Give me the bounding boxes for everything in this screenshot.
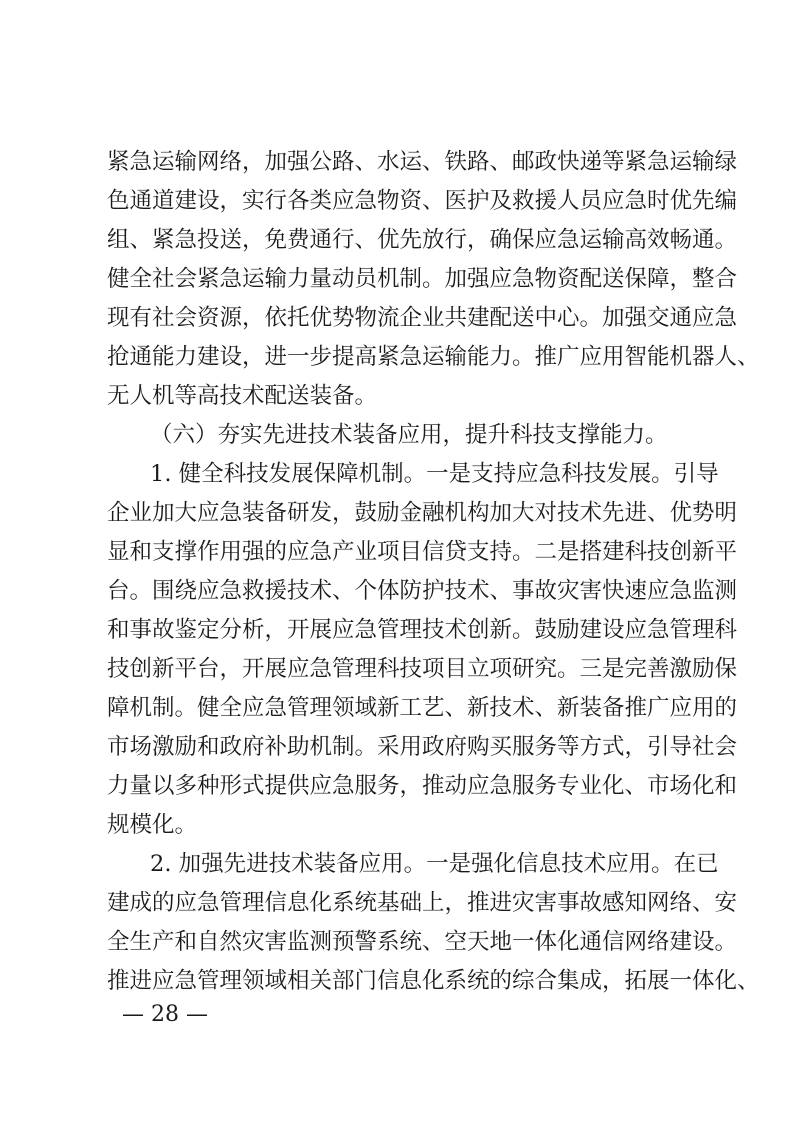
text-line: 规模化。: [107, 812, 198, 838]
text-line: 无人机等高技术配送装备。: [107, 383, 378, 409]
text-line: 组、紧急投送，免费通行、优先放行，确保应急运输高效畅通。: [107, 227, 738, 253]
paragraph-heading: 2. 加强先进技术装备应用。一是强化信息技术应用。在已: [150, 851, 719, 877]
text-line: 和事故鉴定分析，开展应急管理技术创新。鼓励建设应急管理科: [107, 617, 738, 643]
text-line: 建成的应急管理信息化系统基础上，推进灾害事故感知网络、安: [107, 890, 738, 916]
text-line: 市场激励和政府补助机制。采用政府购买服务等方式，引导社会: [107, 734, 738, 760]
text-line: 全生产和自然灾害监测预警系统、空天地一体化通信网络建设。: [107, 929, 738, 955]
text-line: 企业加大应急装备研发，鼓励金融机构加大对技术先进、优势明: [107, 500, 738, 526]
text-line: 力量以多种形式提供应急服务，推动应急服务专业化、市场化和: [107, 773, 738, 799]
text-line: 技创新平台，开展应急管理科技项目立项研究。三是完善激励保: [107, 656, 738, 682]
text-line: 色通道建设，实行各类应急物资、医护及救援人员应急时优先编: [107, 188, 738, 214]
section-heading: （六）夯实先进技术装备应用，提升科技支撑能力。: [150, 422, 668, 448]
text-line: 台。围绕应急救援技术、个体防护技术、事故灾害快速应急监测: [107, 578, 738, 604]
paragraph-heading: 1. 健全科技发展保障机制。一是支持应急科技发展。引导: [150, 461, 719, 487]
text-line: 健全社会紧急运输力量动员机制。加强应急物资配送保障，整合: [107, 266, 738, 292]
text-line: 现有社会资源，依托优势物流企业共建配送中心。加强交通应急: [107, 305, 738, 331]
text-line: 紧急运输网络，加强公路、水运、铁路、邮政快递等紧急运输绿: [107, 149, 738, 175]
text-line: 显和支撑作用强的应急产业项目信贷支持。二是搭建科技创新平: [107, 539, 738, 565]
text-line: 抢通能力建设，进一步提高紧急运输能力。推广应用智能机器人、: [107, 344, 760, 370]
page-number: — 28 —: [122, 1002, 208, 1027]
text-line: 障机制。健全应急管理领域新工艺、新技术、新装备推广应用的: [107, 695, 738, 721]
text-line: 推进应急管理领域相关部门信息化系统的综合集成，拓展一体化、: [107, 968, 760, 994]
